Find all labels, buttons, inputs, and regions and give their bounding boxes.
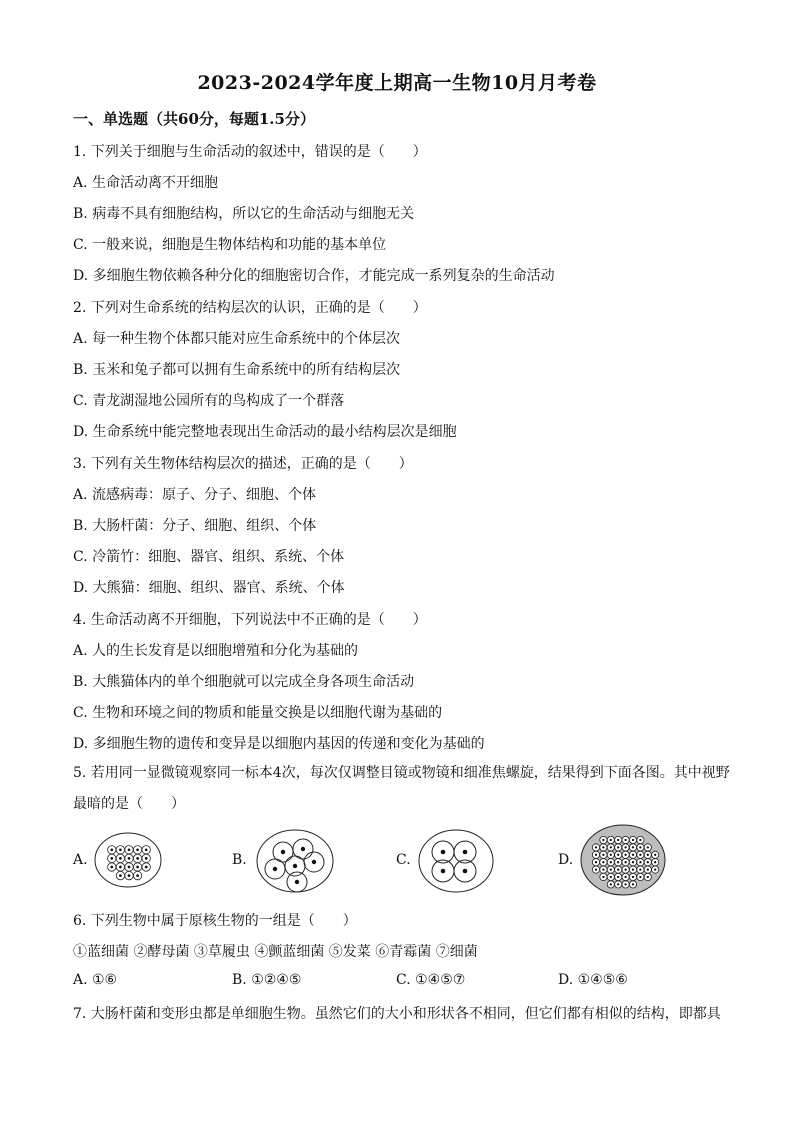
cell-nucleus xyxy=(602,854,604,856)
cell-nucleus xyxy=(647,861,649,863)
question-3-option-b: B. 大肠杆菌：分子、细胞、组织、个体 xyxy=(73,518,317,534)
figure-c-label: C. xyxy=(396,852,411,868)
cell-nucleus xyxy=(624,854,626,856)
question-4-option-c: C. 生物和环境之间的物质和能量交换是以细胞代谢为基础的 xyxy=(73,705,443,721)
cell-nucleus xyxy=(610,854,612,856)
cell-nucleus xyxy=(128,866,131,869)
question-3-stem: 3. 下列有关生物体结构层次的描述，正确的是（ ） xyxy=(73,456,413,472)
cell-nucleus xyxy=(617,839,619,841)
cell-nucleus xyxy=(624,883,626,885)
question-3-option-d: D. 大熊猫：细胞、组织、器官、系统、个体 xyxy=(73,580,345,596)
cell-nucleus xyxy=(136,866,139,869)
cell-nucleus xyxy=(639,854,641,856)
question-2-option-b: B. 玉米和兔子都可以拥有生命系统中的所有结构层次 xyxy=(73,362,401,378)
cell-nucleus xyxy=(610,876,612,878)
cell-nucleus xyxy=(632,861,634,863)
question-2-option-d: D. 生命系统中能完整地表现出生命活动的最小结构层次是细胞 xyxy=(73,424,457,440)
question-7-stem: 7. 大肠杆菌和变形虫都是单细胞生物。虽然它们的大小和形状各不相同，但它们都有相似的结构，即都具 xyxy=(73,1006,721,1022)
question-1-option-d: D. 多细胞生物依赖各种分化的细胞密切合作，才能完成一系列复杂的生命活动 xyxy=(73,268,555,284)
question-1-stem: 1. 下列关于细胞与生命活动的叙述中，错误的是（ ） xyxy=(73,144,427,160)
microscope-view-d xyxy=(578,822,668,898)
cell-nucleus xyxy=(595,846,597,848)
cell-nucleus xyxy=(654,854,656,856)
cell-nucleus xyxy=(647,846,649,848)
cell-nucleus xyxy=(110,857,113,860)
cell-nucleus xyxy=(602,876,604,878)
question-6-option-b: B. ①②④⑤ xyxy=(232,972,302,988)
cell-nucleus xyxy=(647,876,649,878)
cell-nucleus xyxy=(602,839,604,841)
cell-nucleus xyxy=(647,854,649,856)
cell-nucleus xyxy=(624,846,626,848)
cell-nucleus xyxy=(110,866,113,869)
cell-nucleus xyxy=(617,861,619,863)
question-3-option-c: C. 冷箭竹：细胞、器官、组织、系统、个体 xyxy=(73,549,345,565)
cell-nucleus xyxy=(639,861,641,863)
cell-nucleus xyxy=(632,854,634,856)
cell-nucleus xyxy=(639,876,641,878)
question-6-stem: 6. 下列生物中属于原核生物的一组是（ ） xyxy=(73,913,357,929)
cell-nucleus xyxy=(632,846,634,848)
cell-nucleus xyxy=(602,868,604,870)
question-2-stem: 2. 下列对生命系统的结构层次的认识，正确的是（ ） xyxy=(73,300,427,316)
question-6-option-a: A. ①⑥ xyxy=(73,972,118,988)
question-1-option-c: C. 一般来说，细胞是生物体结构和功能的基本单位 xyxy=(73,237,387,253)
cell-nucleus xyxy=(136,848,139,851)
cell-nucleus xyxy=(119,874,122,877)
cell-nucleus xyxy=(145,857,148,860)
cell-nucleus xyxy=(654,868,656,870)
cell-nucleus xyxy=(145,866,148,869)
cell-nucleus xyxy=(647,868,649,870)
question-6-items: ①蓝细菌 ②酵母菌 ③草履虫 ④颤蓝细菌 ⑤发菜 ⑥青霉菌 ⑦细菌 xyxy=(73,944,478,960)
figure-a-label: A. xyxy=(73,852,88,868)
cell-nucleus xyxy=(119,857,122,860)
cell-nucleus xyxy=(632,839,634,841)
question-1-option-a: A. 生命活动离不开细胞 xyxy=(73,175,219,191)
cell-nucleus xyxy=(602,861,604,863)
question-2-option-a: A. 每一种生物个体都只能对应生命系统中的个体层次 xyxy=(73,331,401,347)
question-3-option-a: A. 流感病毒：原子、分子、细胞、个体 xyxy=(73,487,317,503)
cell-nucleus xyxy=(119,848,122,851)
cell-nucleus xyxy=(617,854,619,856)
cell-nucleus xyxy=(119,866,122,869)
cell-nucleus xyxy=(595,854,597,856)
question-6-option-d: D. ①④⑤⑥ xyxy=(558,972,628,988)
cell-nucleus xyxy=(617,883,619,885)
cell-nucleus xyxy=(610,839,612,841)
cell-nucleus xyxy=(128,857,131,860)
microscope-view-a xyxy=(92,830,164,890)
cell-nucleus xyxy=(632,876,634,878)
cell-nucleus xyxy=(639,846,641,848)
page-title: 2023-2024学年度上期高一生物10月月考卷 xyxy=(197,72,597,94)
cell-nucleus xyxy=(595,868,597,870)
cell-nucleus xyxy=(654,861,656,863)
cell-nucleus xyxy=(128,848,131,851)
question-1-option-b: B. 病毒不具有细胞结构，所以它的生命活动与细胞无关 xyxy=(73,206,415,222)
cell-nucleus xyxy=(136,857,139,860)
question-4-option-a: A. 人的生长发育是以细胞增殖和分化为基础的 xyxy=(73,643,359,659)
figure-d-label: D. xyxy=(558,852,574,868)
cell-nucleus xyxy=(624,861,626,863)
cell-nucleus xyxy=(632,883,634,885)
cell-nucleus xyxy=(610,861,612,863)
cell-nucleus xyxy=(602,846,604,848)
cell-nucleus xyxy=(617,868,619,870)
figure-b-label: B. xyxy=(232,852,247,868)
cell-nucleus xyxy=(639,839,641,841)
cell-nucleus xyxy=(624,876,626,878)
microscope-view-b xyxy=(255,828,335,894)
question-5-stem: 5. 若用同一显微镜观察同一标本4次，每次仅调整目镜或物镜和细准焦螺旋，结果得到下面各图。其中视野最暗的是（ ） xyxy=(73,765,730,812)
cell-nucleus xyxy=(136,874,139,877)
microscope-view-c xyxy=(416,828,496,894)
cell-nucleus xyxy=(110,848,113,851)
question-4-option-d: D. 多细胞生物的遗传和变异是以细胞内基因的传递和变化为基础的 xyxy=(73,736,485,752)
cell-nucleus xyxy=(617,876,619,878)
question-4-stem: 4. 生命活动离不开细胞，下列说法中不正确的是（ ） xyxy=(73,612,427,628)
question-2-option-c: C. 青龙湖湿地公园所有的鸟构成了一个群落 xyxy=(73,393,345,409)
cell-nucleus xyxy=(145,848,148,851)
question-6-option-c: C. ①④⑤⑦ xyxy=(396,972,466,988)
section-heading: 一、单选题（共60分，每题1.5分） xyxy=(73,110,315,128)
cell-nucleus xyxy=(639,868,641,870)
cell-nucleus xyxy=(128,874,131,877)
cell-nucleus xyxy=(610,868,612,870)
cell-nucleus xyxy=(610,883,612,885)
cell-nucleus xyxy=(632,868,634,870)
cell-nucleus xyxy=(624,839,626,841)
question-4-option-b: B. 大熊猫体内的单个细胞就可以完成全身各项生命活动 xyxy=(73,674,415,690)
cell-nucleus xyxy=(595,861,597,863)
cell-nucleus xyxy=(624,868,626,870)
cell-nucleus xyxy=(610,846,612,848)
cell-nucleus xyxy=(617,846,619,848)
